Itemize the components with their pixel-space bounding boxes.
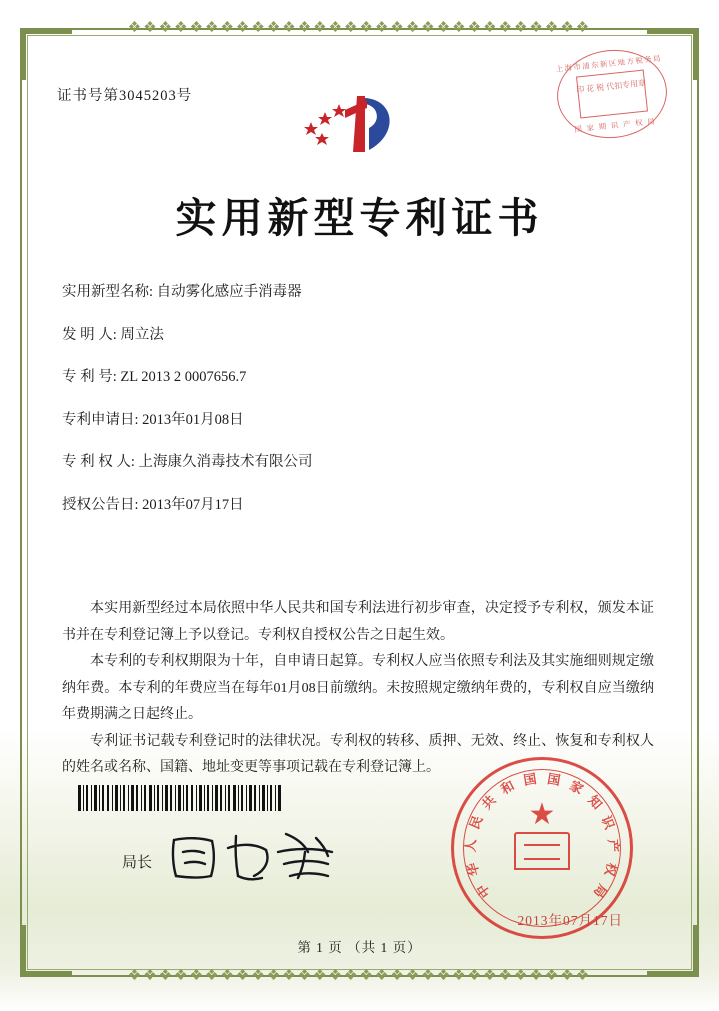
director-signature [166,826,352,886]
seal-date: 2013年07月17日 [517,913,623,928]
tax-stamp-arc-bottom: 国 家 期 识 产 权 局 [574,116,657,135]
field-label: 专 利 号: [62,369,117,385]
seal-char: 局 [590,881,611,901]
field-application-date [62,410,662,430]
seal-char: 华 [464,861,483,878]
seal-star-icon: ★ [528,798,556,831]
field-label: 授权公告日: [62,496,139,513]
seal-emblem-icon [514,832,570,870]
seal-char: 和 [498,777,517,798]
seal-char: 产 [605,838,622,853]
seal-char: 国 [522,771,538,788]
paragraph-1: 本实用新型经过本局依照中华人民共和国专利法进行初步审查，决定授予专利权，颁发本证书并在专利登记簿上予以登记。专利权自授权公告之日起生效。 [62,601,654,643]
field-list [62,282,662,537]
seal-char: 识 [598,813,618,832]
seal-char: 人 [462,838,479,853]
seal-char: 共 [478,792,499,813]
seal-char: 权 [601,861,620,878]
seal-char: 家 [567,777,586,798]
ornament-top: ❖❖❖❖❖❖❖❖❖❖❖❖❖❖❖❖❖❖❖❖❖❖❖❖❖❖❖❖❖❖ [127,20,592,36]
field-value: 2013年07月17日 [142,496,244,513]
page-title: 实用新型专利证书 [175,194,544,242]
field-label: 发 明 人: [62,326,117,343]
field-value: 上海康久消毒技术有限公司 [138,454,313,470]
field-label: 专利申请日: [62,411,139,428]
body-text [62,596,654,782]
seal-char: 民 [466,813,486,832]
field-value: ZL 2013 2 0007656.7 [120,369,247,385]
field-value: 自动雾化感应手消毒器 [156,284,302,300]
ornament-bottom: ❖❖❖❖❖❖❖❖❖❖❖❖❖❖❖❖❖❖❖❖❖❖❖❖❖❖❖❖❖❖ [127,968,592,984]
field-patentee [62,452,662,472]
seal-char: 国 [546,771,562,788]
seal-char: 知 [585,792,606,813]
certificate-number: 证书号第3045203号 [57,88,193,104]
paragraph-2: 本专利的专利权期限为十年，自申请日起算。专利权人应当依照专利法及其实施细则规定缴纳年费。本专利的年费应当在每年01月08日前缴纳。未按照规定缴纳年费的，专利权自应当缴纳年费期满之日起终止。 [62,654,654,722]
director-label: 局长 [122,855,153,871]
field-utility-model-name [62,282,662,302]
field-value: 2013年01月08日 [142,411,244,428]
tax-stamp-arc-top: 上海市浦东新区地方税务局 [555,53,663,74]
seal-char: 中 [473,881,494,901]
field-grant-announcement-date [62,495,662,515]
field-label: 实用新型名称: [62,284,154,300]
field-value: 周立法 [120,326,164,343]
barcode [78,785,284,811]
tax-stamp-center-text: 印 花 税 代扣专用章 [575,78,647,95]
field-patent-number [62,367,662,387]
paragraph-3: 专利证书记载专利登记时的法律状况。专利权的转移、质押、无效、终止、恢复和专利权人的姓名或名称、国籍、地址变更等事项记载在专利登记簿上。 [62,733,654,775]
sipo-logo-icon [295,88,425,160]
field-inventor [62,325,662,345]
corner-ornament-top-left [22,30,72,80]
page-footer: 第 1 页 （共 1 页） [297,940,422,955]
field-label: 专 利 权 人: [62,454,135,470]
